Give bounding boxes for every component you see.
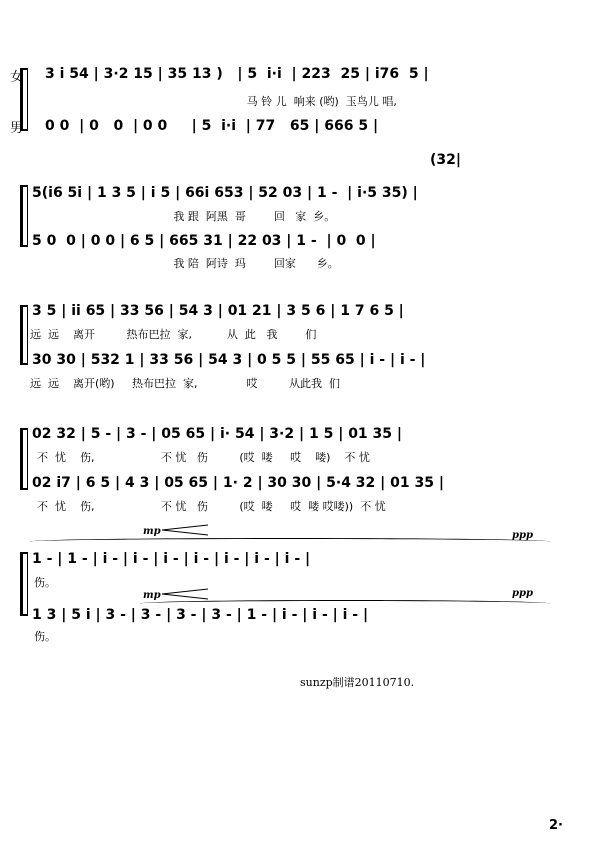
- female-notes-line: 3 i 54 | 3·2 15 | 35 13 ) | 5 i·i | 223 25 | i76 5 |: [45, 66, 429, 82]
- male-notes-line: 30 30 | 532 1 | 33 56 | 54 3 | 0 5 5 | 55 65 | i - | i - |: [32, 352, 426, 368]
- female-lyrics-line: 我 跟 阿黑 哥 回 家 乡。: [30, 210, 336, 223]
- male-notes-line: 0 0 | 0 0 | 0 0 | 5 i·i | 77 65 | 666 5 |: [45, 118, 379, 134]
- female-lyrics-line: 伤。: [34, 576, 56, 589]
- system-bracket: [20, 552, 23, 616]
- male-voice-label: 男: [10, 121, 24, 136]
- decrescendo-hairpin: [162, 524, 210, 536]
- decrescendo-hairpin: [162, 588, 210, 600]
- system-bracket: [20, 305, 23, 365]
- system-barline: [27, 68, 28, 131]
- tie-arc: [140, 600, 550, 607]
- system-bracket: [20, 185, 23, 247]
- dynamic-marking-end: ppp: [512, 588, 533, 599]
- male-notes-line: 1 3 | 5 i | 3 - | 3 - | 3 - | 3 - | 1 - | i - | i - | i - |: [32, 607, 369, 623]
- female-lyrics-line: 远 远 离开 热布巴拉 家, 从 此 我 们: [30, 328, 317, 341]
- system-barline: [27, 428, 28, 490]
- female-notes-line: 5(i6 5i | 1 3 5 | i 5 | 66i 653 | 52 03 | 1 - | i·5 35) |: [32, 185, 418, 201]
- male-lyrics-line: 不 忧 伤, 不 忧 伤 (哎 喽 哎 喽 哎喽)) 不 忧: [30, 500, 386, 513]
- system-bracket: [20, 68, 23, 131]
- dynamic-marking-end: ppp: [512, 530, 533, 541]
- female-notes-line: 3 5 | ii 65 | 33 56 | 54 3 | 01 21 | 3 5 6 | 1 7 6 5 |: [32, 303, 404, 319]
- male-lyrics-line: 伤。: [34, 630, 56, 643]
- male-lyrics-line: 远 远 离开(哟) 热布巴拉 家, 哎 从此我 们: [30, 377, 340, 390]
- dynamic-marking-start: mp: [143, 590, 161, 601]
- female-voice-label: 女: [10, 70, 24, 85]
- male-notes-line: 02 i7 | 6 5 | 4 3 | 05 65 | 1· 2 | 30 30 | 5·4 32 | 01 35 |: [32, 475, 444, 491]
- male-lyrics-line: 我 陪 阿诗 玛 回家 乡。: [30, 257, 339, 270]
- system-barline: [27, 305, 28, 365]
- system-barline: [27, 552, 28, 616]
- transcriber-credit: sunzp制谱20110710.: [300, 676, 415, 689]
- female-notes-line: 02 32 | 5 - | 3 - | 05 65 | i· 54 | 3·2 | 1 5 | 01 35 |: [32, 426, 403, 442]
- system-bracket: [20, 428, 23, 490]
- system-barline: [27, 185, 28, 247]
- pickup-notes: (32|: [430, 152, 461, 168]
- tie-arc: [30, 538, 550, 545]
- female-lyrics-line: 不 忧 伤, 不 忧 伤 (哎 喽 哎 喽) 不 忧: [30, 451, 370, 464]
- male-notes-line: 5 0 0 | 0 0 | 6 5 | 665 31 | 22 03 | 1 - | 0 0 |: [32, 233, 376, 249]
- female-lyrics-line: 马 铃 儿 响来 (哟) 玉鸟儿 唱,: [30, 95, 397, 108]
- female-notes-line: 1 - | 1 - | i - | i - | i - | i - | i - | i - | i - |: [32, 551, 311, 567]
- page-number: 2·: [549, 818, 563, 833]
- dynamic-marking-start: mp: [143, 526, 161, 537]
